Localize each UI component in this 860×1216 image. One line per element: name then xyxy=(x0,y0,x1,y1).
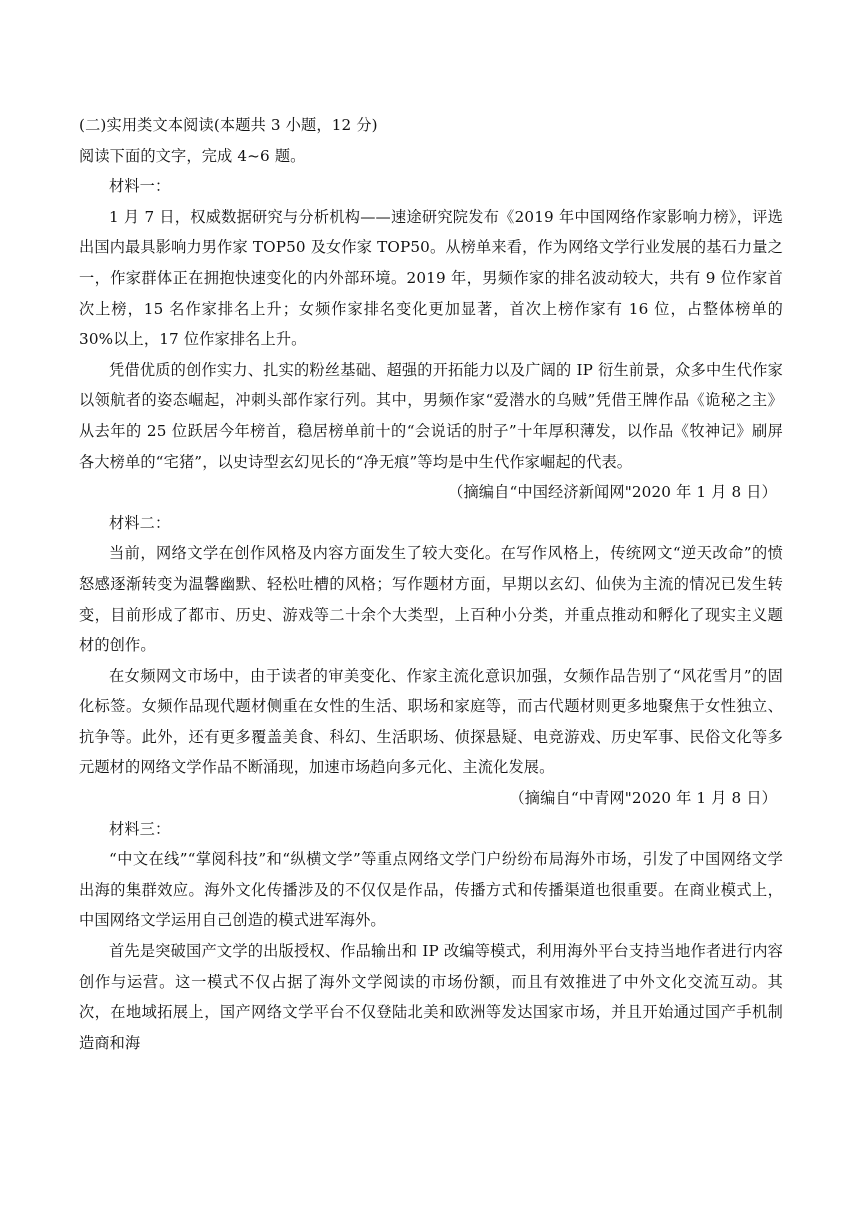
section-heading: (二)实用类文本阅读(本题共 3 小题，12 分) xyxy=(79,116,378,134)
material-3-paragraph-2: 首先是突破国产文学的出版授权、作品输出和 IP 改编等模式，利用海外平台支持当地作者进行内容创作与运营。这一模式不仅占据了海外文学阅读的市场份额，而且有效推进了中外文化交流互动。其次，在地域拓展上，国产网络文学平台不仅登陆北美和欧洲等发达国家市场，并且开始通过国产手机制造商和海 xyxy=(79,942,783,1052)
material-3-paragraph-1: “中文在线”“掌阅科技”和“纵横文学”等重点网络文学门户纷纷布局海外市场，引发了中国网络文学出海的集群效应。海外文化传播涉及的不仅仅是作品，传播方式和传播渠道也很重要。在商业模式上，中国网络文学运用自己创造的模式进军海外。 xyxy=(79,850,783,930)
material-1-source: （摘编自“中国经济新闻网"2020 年 1 月 8 日） xyxy=(448,483,777,502)
material-2-source: （摘编自“中青网"2020 年 1 月 8 日） xyxy=(509,789,777,808)
material-2-label: 材料二： xyxy=(109,513,171,532)
material-1-paragraph-1: 1 月 7 日，权威数据研究与分析机构——速途研究院发布《2019 年中国网络作家影响力榜》，评选出国内最具影响力男作家 TOP50 及女作家 TOP50。从榜单来看，作为网络文学行业发展的基石力量之一，作家群体正在拥抱快速变化的内外部环境。2019 年，男频作家的排名波动较大，共有 9 位作家首次上榜，15 名作家排名上升；女频作家排名变化更加显著，首次上榜作家有 16 位，占整体榜单的 30%以上，17 位作家排名上升。 xyxy=(79,207,783,349)
instruction-text: 阅读下面的文字，完成 4~6 题。 xyxy=(79,146,306,165)
material-1-label: 材料一： xyxy=(109,177,171,196)
material-3-label: 材料三： xyxy=(109,819,171,838)
material-1-paragraph-2: 凭借优质的创作实力、扎实的粉丝基础、超强的开拓能力以及广阔的 IP 衍生前景，众多中生代作家以领航者的姿态崛起，冲刺头部作家行列。其中，男频作家“爱潜水的乌贼”凭借王牌作品《诡秘之主》从去年的 25 位跃居今年榜首，稳居榜单前十的“会说话的肘子”十年厚积薄发，以作品《牧神记》刷屏各大榜单的“宅猪”，以史诗型玄幻见长的“净无痕”等均是中生代作家崛起的代表。 xyxy=(79,360,783,471)
material-2-paragraph-1: 当前，网络文学在创作风格及内容方面发生了较大变化。在写作风格上，传统网文“逆天改命”的愤怒感逐渐转变为温馨幽默、轻松吐槽的风格；写作题材方面，早期以玄幻、仙侠为主流的情况已发生转变，目前形成了都市、历史、游戏等二十余个大类型，上百种小分类，并重点推动和孵化了现实主义题材的创作。 xyxy=(79,544,783,655)
reading-passage xyxy=(79,110,783,1058)
material-2-paragraph-2: 在女频网文市场中，由于读者的审美变化、作家主流化意识加强，女频作品告别了“风花雪月”的固化标签。女频作品现代题材侧重在女性的生活、职场和家庭等，而古代题材则更多地聚焦于女性独立、抗争等。此外，还有更多覆盖美食、科幻、生活职场、侦探悬疑、电竞游戏、历史军事、民俗文化等多元题材的网络文学作品不断涌现，加速市场趋向多元化、主流化发展。 xyxy=(79,666,783,777)
